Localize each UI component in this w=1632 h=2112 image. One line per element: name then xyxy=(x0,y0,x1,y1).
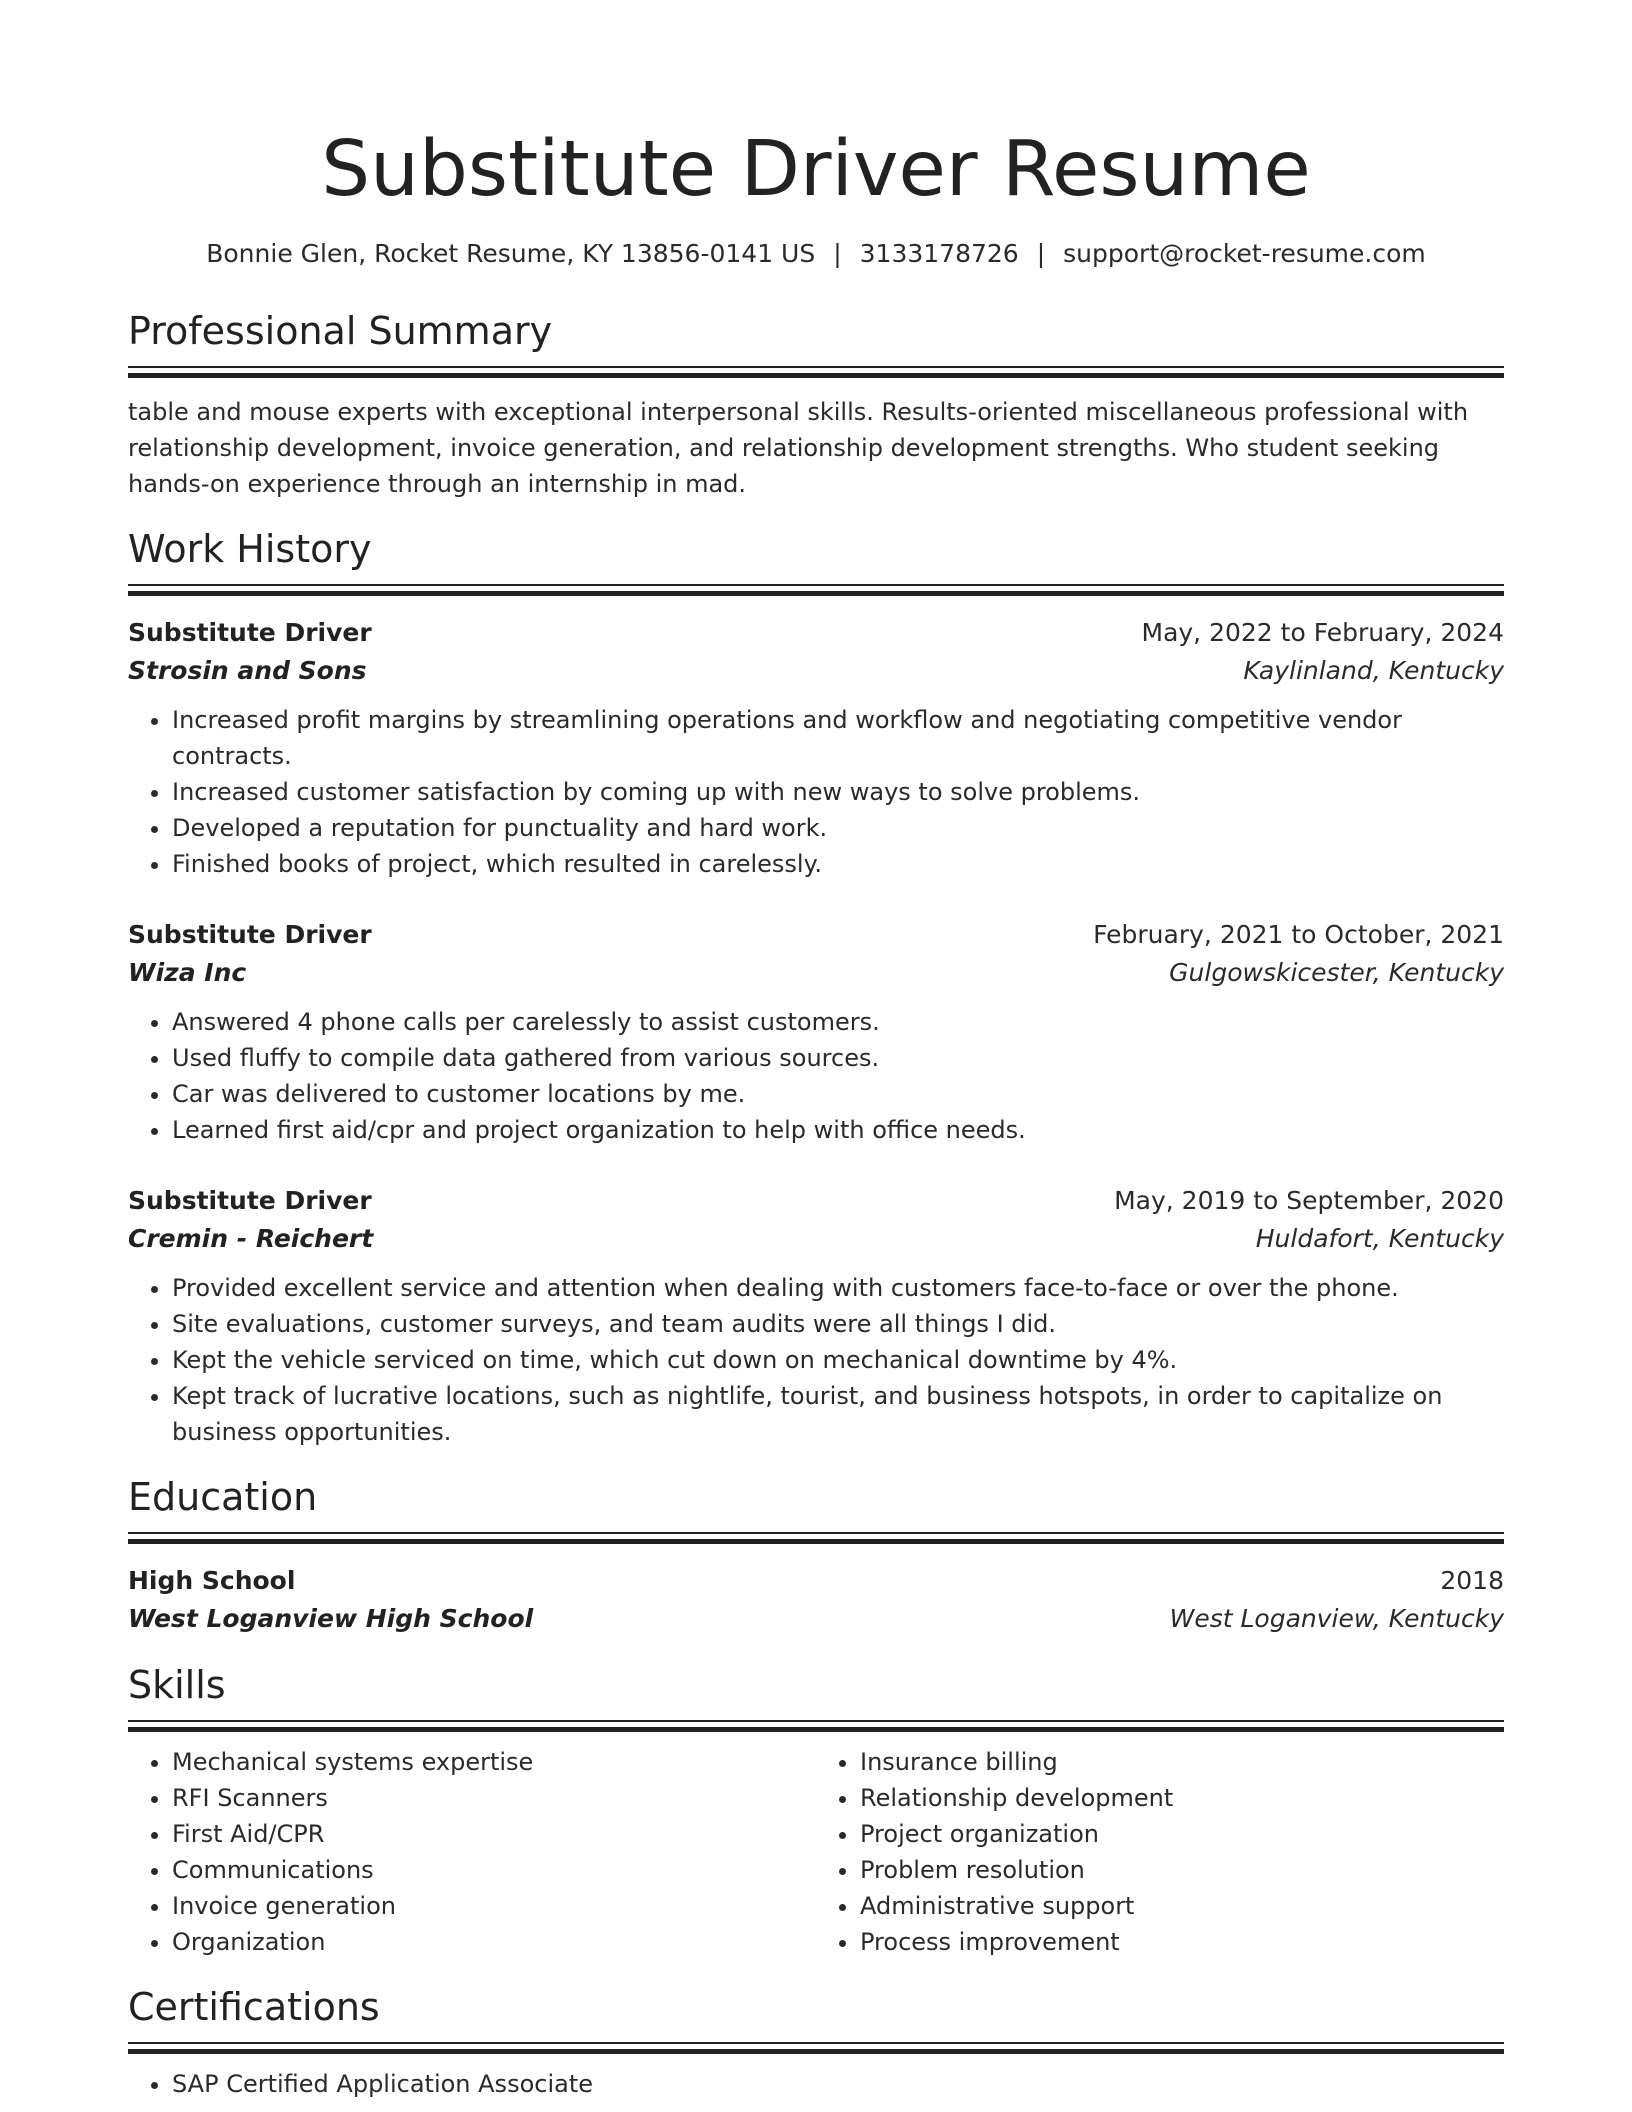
resume-title: Substitute Driver Resume xyxy=(321,125,1311,214)
skill-item: • Relationship development xyxy=(860,1780,1504,1816)
skill-item: • Administrative support xyxy=(860,1888,1504,1924)
skill-item: • Communications xyxy=(172,1852,816,1888)
skill-item: • First Aid/CPR xyxy=(172,1816,816,1852)
section-divider xyxy=(128,366,1504,378)
list-item: • Finished books of project, which resulted in carelessly. xyxy=(172,846,1504,882)
job-entry xyxy=(128,614,1504,882)
section-heading-skills: Skills xyxy=(128,1663,226,1707)
job-title: Substitute Driver xyxy=(128,1186,372,1215)
list-item: • Car was delivered to customer locations by me. xyxy=(172,1076,1504,1112)
list-item: • Used fluffy to compile data gathered from various sources. xyxy=(172,1040,1504,1076)
list-item: • Developed a reputation for punctuality and hard work. xyxy=(172,810,1504,846)
skill-item: • Problem resolution xyxy=(860,1852,1504,1888)
job-company: Strosin and Sons xyxy=(128,656,367,685)
skill-item: • Invoice generation xyxy=(172,1888,816,1924)
skill-item: • Insurance billing xyxy=(860,1744,1504,1780)
section-divider xyxy=(128,1720,1504,1732)
job-bullets xyxy=(128,1270,1504,1450)
section-divider xyxy=(128,1532,1504,1544)
list-item: • Increased customer satisfaction by coming up with new ways to solve problems. xyxy=(172,774,1504,810)
contact-separator: | xyxy=(1036,239,1046,268)
contact-address: Bonnie Glen, Rocket Resume, KY 13856-0141 US xyxy=(206,239,816,268)
job-entry xyxy=(128,1182,1504,1450)
skills-section xyxy=(128,1660,1504,1960)
skill-item: • Organization xyxy=(172,1924,816,1960)
job-company: Cremin - Reichert xyxy=(128,1224,374,1253)
list-item: • Answered 4 phone calls per carelessly to assist customers. xyxy=(172,1004,1504,1040)
contact-line xyxy=(128,236,1504,272)
section-divider xyxy=(128,584,1504,596)
contact-email[interactable]: support@rocket-resume.com xyxy=(1063,239,1426,268)
summary-text: table and mouse experts with exceptional interpersonal skills. Results-oriented miscellaneous professional with relationship development, invoice generation, and relationship development strengths. Who student seeking hands-on experience through an internship in mad. xyxy=(128,398,1469,498)
education-entry xyxy=(128,1562,1504,1638)
job-title: Substitute Driver xyxy=(128,618,372,647)
job-bullets xyxy=(128,1004,1504,1148)
list-item: • Provided excellent service and attention when dealing with customers face-to-face or over the phone. xyxy=(172,1270,1504,1306)
resume-page xyxy=(128,0,1504,2102)
certification-item: • SAP Certified Application Associate xyxy=(172,2066,1504,2102)
section-heading-certifications: Certifications xyxy=(128,1985,380,2029)
section-heading-education: Education xyxy=(128,1475,318,1519)
education-location: West Loganview, Kentucky xyxy=(1169,1604,1504,1633)
education-degree: High School xyxy=(128,1566,296,1595)
job-company: Wiza Inc xyxy=(128,958,247,987)
skill-item: • Project organization xyxy=(860,1816,1504,1852)
job-dates: May, 2022 to February, 2024 xyxy=(1141,618,1504,647)
contact-separator: | xyxy=(833,239,842,268)
section-divider xyxy=(128,2042,1504,2054)
skill-item: • Mechanical systems expertise xyxy=(172,1744,816,1780)
education-school: West Loganview High School xyxy=(128,1604,534,1633)
job-title: Substitute Driver xyxy=(128,920,372,949)
work-history-section xyxy=(128,524,1504,1450)
skills-list-left xyxy=(128,1744,816,1960)
job-dates: February, 2021 to October, 2021 xyxy=(1093,920,1504,949)
job-location: Gulgowskicester, Kentucky xyxy=(1169,958,1504,987)
certifications-list xyxy=(128,2066,1504,2102)
job-dates: May, 2019 to September, 2020 xyxy=(1114,1186,1504,1215)
skill-item: • Process improvement xyxy=(860,1924,1504,1960)
education-year: 2018 xyxy=(1440,1566,1504,1595)
job-bullets xyxy=(128,702,1504,882)
job-location: Huldafort, Kentucky xyxy=(1255,1224,1504,1253)
job-entry xyxy=(128,916,1504,1148)
skills-columns xyxy=(128,1744,1504,1960)
list-item: • Kept the vehicle serviced on time, which cut down on mechanical downtime by 4%. xyxy=(172,1342,1504,1378)
list-item: • Learned first aid/cpr and project organization to help with office needs. xyxy=(172,1112,1504,1148)
list-item: • Site evaluations, customer surveys, and team audits were all things I did. xyxy=(172,1306,1504,1342)
list-item: • Kept track of lucrative locations, such as nightlife, tourist, and business hotspots, in order to capitalize on business opportunities. xyxy=(172,1378,1504,1450)
education-section xyxy=(128,1472,1504,1638)
job-location: Kaylinland, Kentucky xyxy=(1243,656,1504,685)
section-heading-summary: Professional Summary xyxy=(128,309,553,353)
section-heading-work-history: Work History xyxy=(128,527,372,571)
summary-section xyxy=(128,306,1504,502)
skills-list-right xyxy=(816,1744,1504,1960)
skill-item: • RFI Scanners xyxy=(172,1780,816,1816)
contact-phone: 3133178726 xyxy=(859,239,1019,268)
list-item: • Increased profit margins by streamlining operations and workflow and negotiating competitive vendor contracts. xyxy=(172,702,1504,774)
certifications-section xyxy=(128,1982,1504,2102)
